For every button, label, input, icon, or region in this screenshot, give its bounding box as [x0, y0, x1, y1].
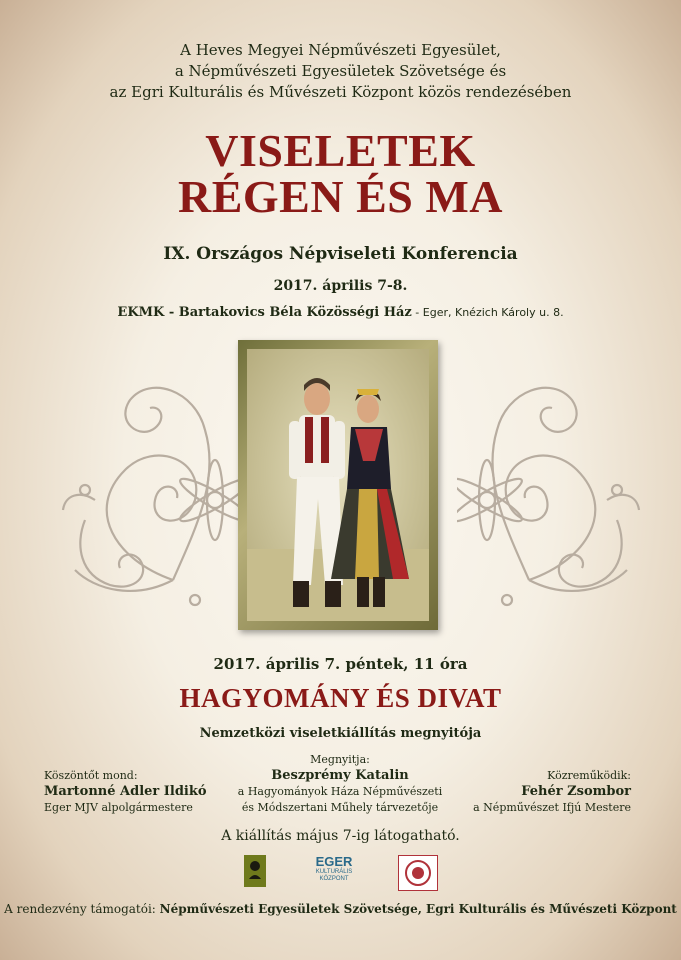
opener-role: Megnyitja: [310, 753, 370, 766]
venue [0, 305, 681, 320]
opener-title-2: és Módszertani Műhely tárvezetője [241, 801, 439, 814]
vintage-photo-frame [238, 340, 438, 630]
sponsors-line [0, 902, 681, 916]
organizer-line-1: A Heves Megyei Népművészeti Egyesület, [180, 41, 501, 59]
opening-datetime: 2017. április 7. péntek, 11 óra [213, 655, 468, 673]
greeting-name: Martonné Adler Ildikó [44, 784, 207, 799]
opener-title-1: a Hagyományok Háza Népművészeti [237, 785, 443, 798]
greeting-title: Eger MJV alpolgármestere [44, 801, 193, 814]
floral-ornament-left [55, 330, 245, 650]
venue-name: EKMK - Bartakovics Béla Közösségi Ház [117, 305, 412, 320]
heves-folk-art-logo [244, 855, 266, 887]
main-title [0, 125, 681, 222]
eger-logo-sub2: KÖZPONT [319, 876, 349, 882]
visit-note: A kiállítás május 7-ig látogatható. [221, 828, 460, 844]
contributor-name: Fehér Zsombor [521, 784, 631, 799]
greeting-block [44, 768, 207, 816]
floral-ornament-right [457, 330, 647, 650]
folk-costume-couple-image [247, 349, 429, 621]
contributor-block [473, 768, 631, 816]
exhibition-title: HAGYOMÁNY ÉS DIVAT [179, 683, 502, 713]
title-line-1: VISELETEK [205, 125, 476, 176]
organizer-line-2: a Népművészeti Egyesületek Szövetsége és [174, 62, 507, 80]
opener-name: Beszprémy Katalin [271, 768, 409, 783]
sponsor-names: Népművészeti Egyesületek Szövetsége, Egri Kulturális és Művészeti Központ [159, 902, 677, 916]
eger-logo-sub1: KULTURÁLIS [315, 869, 353, 875]
folk-art-association-logo [398, 855, 438, 891]
opener-block [220, 752, 460, 816]
organizer-line-3: az Egri Kulturális és Művészeti Központ közös rendezésében [109, 83, 572, 101]
sponsor-logos [0, 855, 681, 895]
contributor-title: a Népművészet Ifjú Mestere [473, 801, 631, 814]
title-line-2: RÉGEN ÉS MA [178, 171, 503, 222]
venue-address: - Eger, Knézich Károly u. 8. [411, 306, 564, 319]
sponsor-label: A rendezvény támogatói: [4, 902, 160, 916]
conference-subtitle: IX. Országos Népviseleti Konferencia [163, 244, 518, 264]
greeting-role: Köszöntőt mond: [44, 769, 138, 782]
eger-logo-text: EGER [315, 854, 353, 869]
contributor-role: Közreműködik: [547, 769, 631, 782]
organizers-block [0, 40, 681, 103]
eger-cultural-center-logo [306, 855, 362, 883]
exhibition-subtitle: Nemzetközi viseletkiállítás megnyitója [199, 726, 482, 741]
conference-date: 2017. április 7-8. [273, 278, 408, 294]
vintage-photo [247, 349, 429, 621]
